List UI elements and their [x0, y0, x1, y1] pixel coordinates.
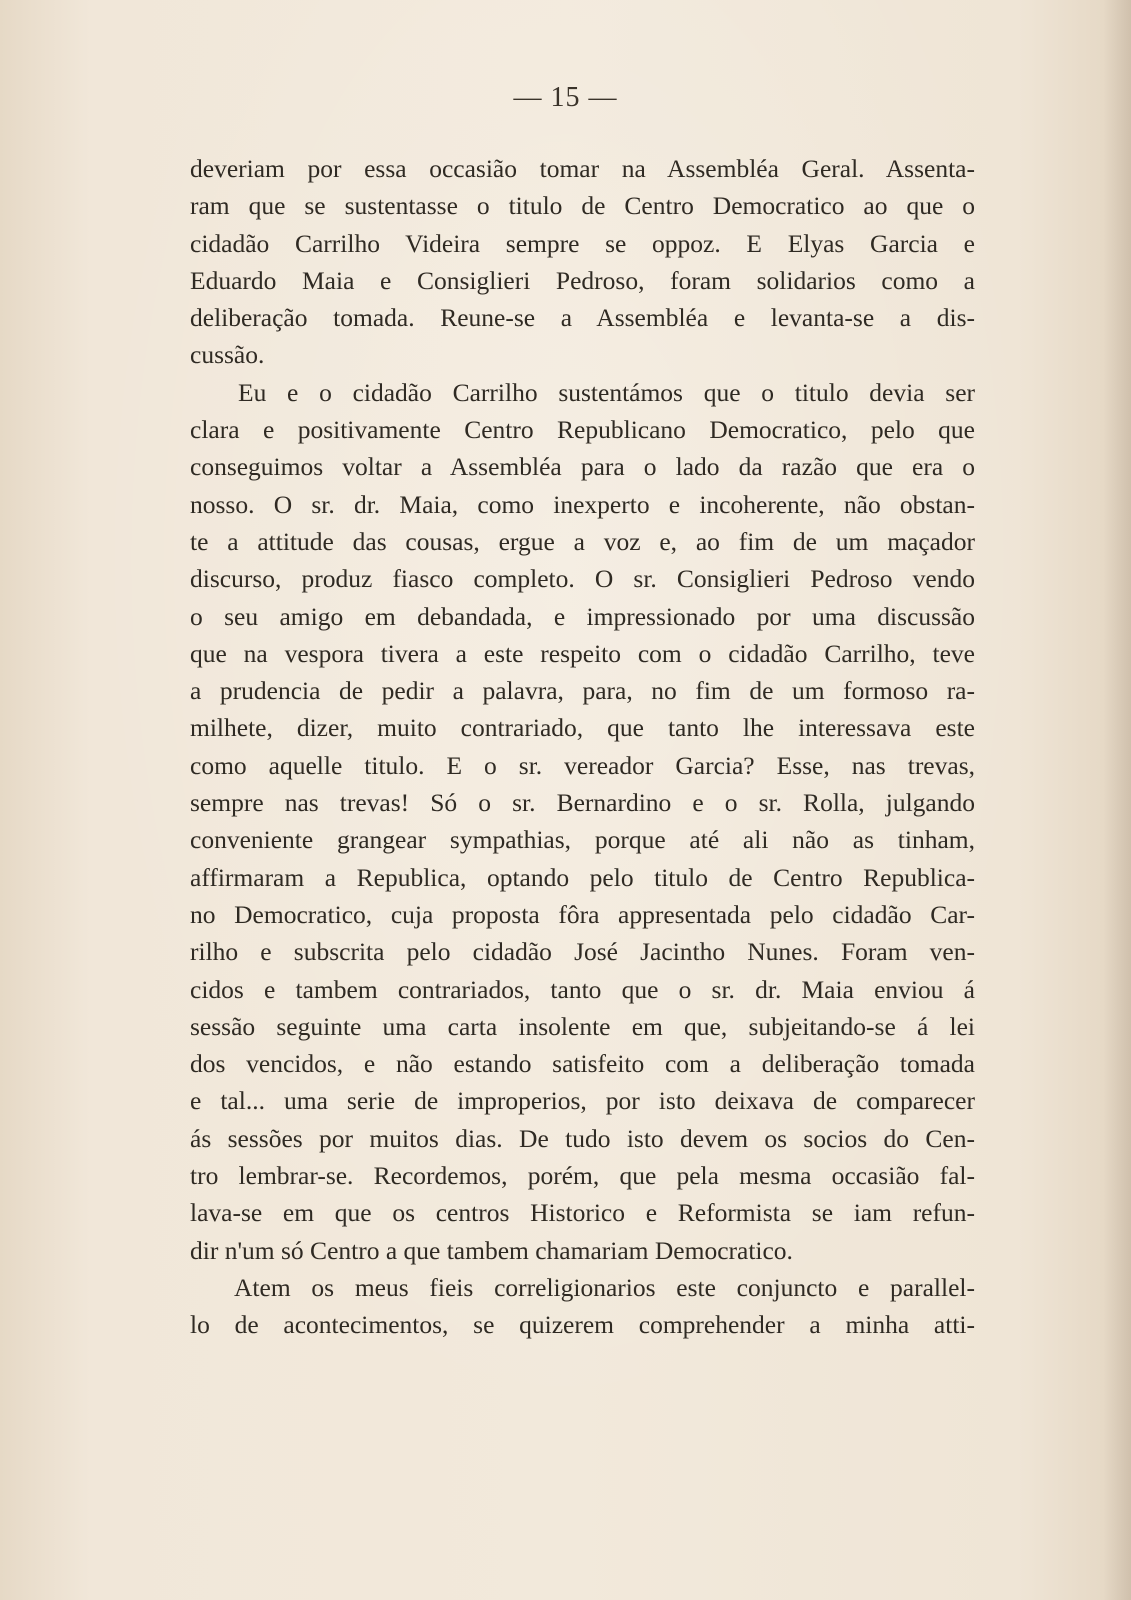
text-line: sempre nas trevas! Só o sr. Bernardino e o sr. Rolla, julgando: [190, 788, 975, 818]
text-line: e tal... uma serie de improperios, por isto deixava de comparecer: [190, 1086, 975, 1116]
text-line: affirmaram a Republica, optando pelo titulo de Centro Republica-: [190, 862, 975, 892]
text-line: sessão seguinte uma carta insolente em que, subjeitando-se á lei: [190, 1011, 975, 1041]
text-line: que na vespora tivera a este respeito com o cidadão Carrilho, teve: [190, 638, 975, 668]
text-line: Eu e o cidadão Carrilho sustentámos que o titulo devia ser: [238, 377, 975, 407]
text-line: milhete, dizer, muito contrariado, que tanto lhe interessava este: [190, 713, 975, 743]
text-line: o seu amigo em debandada, e impressionado por uma discussão: [190, 601, 975, 631]
text-line: nosso. O sr. dr. Maia, como inexperto e incoherente, não obstan-: [190, 489, 975, 519]
text-line: ás sessões por muitos dias. De tudo isto devem os socios do Cen-: [190, 1123, 975, 1153]
body-text: [190, 150, 975, 1344]
page-number: — 15 —: [513, 82, 618, 113]
text-line: rilho e subscrita pelo cidadão José Jacintho Nunes. Foram ven-: [190, 937, 975, 967]
text-line: como aquelle titulo. E o sr. vereador Garcia? Esse, nas trevas,: [190, 750, 975, 780]
text-line: tro lembrar-se. Recordemos, porém, que pela mesma occasião fal-: [190, 1161, 975, 1191]
text-line: deveriam por essa occasião tomar na Assembléa Geral. Assenta-: [190, 154, 975, 183]
text-line: cidos e tambem contrariados, tanto que o sr. dr. Maia enviou á: [190, 974, 975, 1004]
text-line: conseguimos voltar a Assembléa para o lado da razão que era o: [190, 452, 975, 482]
text-line: discurso, produz fiasco completo. O sr. Consiglieri Pedroso vendo: [190, 564, 975, 594]
text-line: lava-se em que os centros Historico e Reformista se iam refun-: [190, 1198, 975, 1228]
text-line: deliberação tomada. Reune-se a Assembléa e levanta-se a dis-: [190, 303, 975, 333]
text-line: Atem os meus fieis correligionarios este conjuncto e parallel-: [234, 1272, 975, 1302]
text-line: cidadão Carrilho Videira sempre se oppoz. E Elyas Garcia e: [190, 228, 975, 258]
text-line: dir n'um só Centro a que tambem chamariam Democratico.: [190, 1235, 793, 1265]
text-line: lo de acontecimentos, se quizerem comprehender a minha atti-: [190, 1310, 975, 1340]
text-line: no Democratico, cuja proposta fôra appresentada pelo cidadão Car-: [190, 899, 975, 929]
text-line: dos vencidos, e não estando satisfeito com a deliberação tomada: [190, 1049, 975, 1079]
text-line: cussão.: [190, 340, 265, 370]
text-line: Eduardo Maia e Consiglieri Pedroso, foram solidarios como a: [190, 265, 975, 295]
text-line: clara e positivamente Centro Republicano Democratico, pelo que: [190, 415, 975, 445]
text-line: ram que se sustentasse o titulo de Centro Democratico ao que o: [190, 191, 975, 221]
text-line: te a attitude das cousas, ergue a voz e, ao fim de um maçador: [190, 526, 975, 556]
page-edge-shadow: [1103, 0, 1131, 1600]
text-line: conveniente grangear sympathias, porque até ali não as tinham,: [190, 825, 975, 855]
text-line: a prudencia de pedir a palavra, para, no fim de um formoso ra-: [190, 676, 975, 706]
